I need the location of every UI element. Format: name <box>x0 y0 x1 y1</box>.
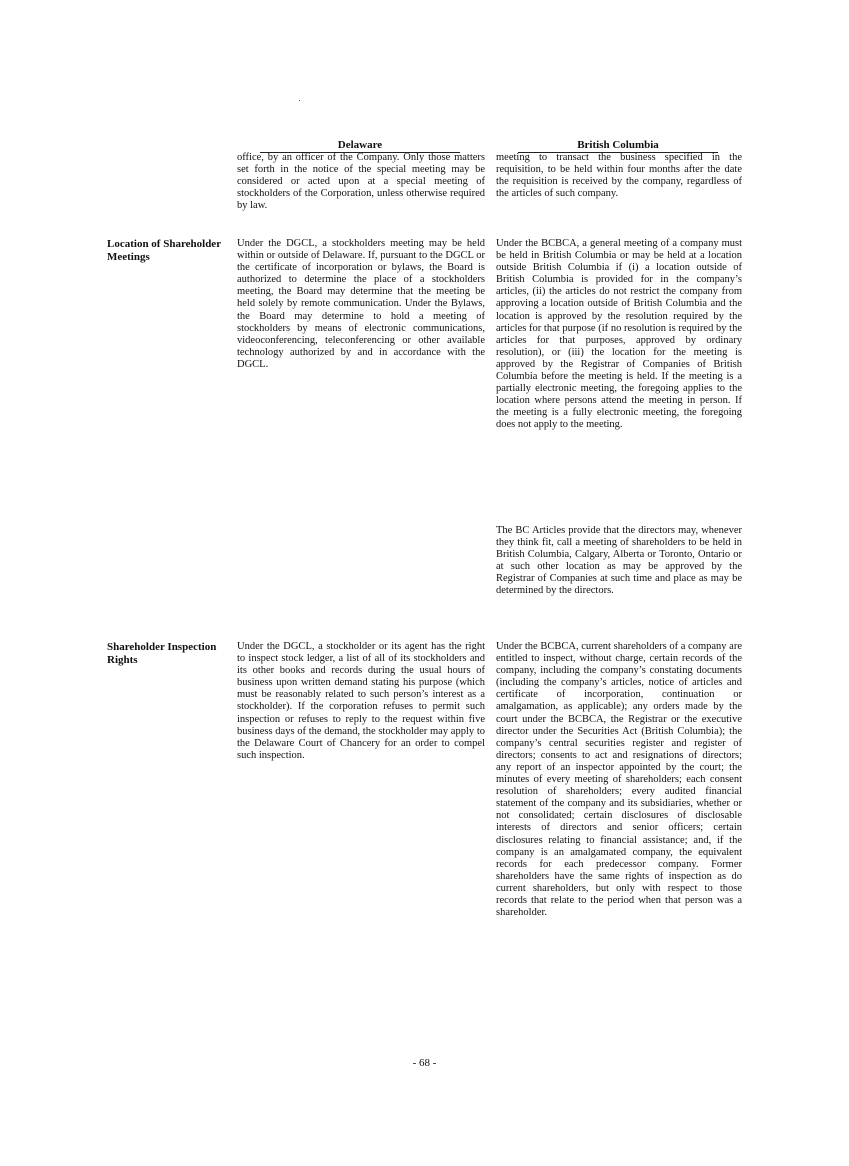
delaware-inspection-text: Under the DGCL, a stockholder or its agent has the right to inspect stock ledger, a list of all of its stockholders and its other books and records during the usual hours of business upon written demand stating his purpose (which must be reasonably related to such person’s interest as a stockholder). If the corporation refuses to permit such inspection or refuses to reply to the request within five business days of the demand, the stockholder may apply to the Delaware Court of Chancery for an order to compel such inspection. <box>237 641 485 761</box>
bc-continuation-text: meeting to transact the business specified in the requisition, to be held within four months after the date the requisition is received by the company, regardless of the articles of such company. <box>496 152 742 200</box>
column-header-british-columbia: British Columbia <box>518 139 718 153</box>
page-number: - 68 - <box>412 1057 437 1069</box>
row-label-inspection-rights: Shareholder Inspection Rights <box>107 641 217 666</box>
bc-inspection-text: Under the BCBCA, current shareholders of a company are entitled to inspect, without charge, certain records of the company, including the company’s constating documents (including the company’s articles, notice of articles and certificate of incorporation, continuation or amalgamation, as applicable); any orders made by the court under the BCBCA, the Registrar or the executive director under the Securities Act (British Columbia); the company’s central securities register and register of directors; consents to act and resignations of directors; any report of an inspector appointed by the court; the minutes of every meeting of shareholders; each consent resolution of shareholders; every audited financial statement of the company and its subsidiaries, whether or not consolidated; certain disclosures of disclosable interests of directors and senior officers; certain disclosures relating to financial assistance; and, if the company is an amalgamated company, the equivalent records for each predecessor company. Former shareholders have the same rights of inspection as do current shareholders, but only with respect to those records that relate to the period when that person was a shareholder. <box>496 641 742 919</box>
row-label-location-of-meetings: Location of Shareholder Meetings <box>107 238 221 263</box>
column-header-delaware: Delaware <box>260 139 460 153</box>
stray-mark <box>299 100 300 101</box>
bc-location-text-1: Under the BCBCA, a general meeting of a company must be held in British Columbia or may be held at a location outside British Columbia if (i) a location outside of British Columbia is provided for in the company’s articles, (ii) the articles do not restrict the company from approving a location outside of British Columbia and the location is approved by the resolution required by the articles for that purpose (if no resolution is required by the articles for that purposes, approved by ordinary resolution), or (iii) the location for the meeting is approved by the Registrar of Companies of British Columbia before the meeting is held. If the meeting is a partially electronic meeting, the foregoing applies to the location where persons attend the meeting in person. If the meeting is a fully electronic meeting, the foregoing does not apply to the meeting. <box>496 238 742 431</box>
delaware-location-text: Under the DGCL, a stockholders meeting may be held within or outside of Delaware. If, pursuant to the DGCL or the certificate of incorporation or bylaws, the Board is authorized to determine the place of a stockholders meeting, the Board may determine that the meeting be held solely by remote communication. Under the Bylaws, the Board may determine to hold a meeting of stockholders by means of electronic communications, videoconferencing, teleconferencing or other available technology authorized by and in accordance with the DGCL. <box>237 238 485 370</box>
delaware-continuation-text: office, by an officer of the Company. Only those matters set forth in the notice of the special meeting may be considered or acted upon at a special meeting of stockholders of the Corporation, unless otherwise required by law. <box>237 152 485 212</box>
bc-location-text-2: The BC Articles provide that the directors may, whenever they think fit, call a meeting of shareholders to be held in British Columbia, Calgary, Alberta or Toronto, Ontario or at such other location as may be approved by the Registrar of Companies at such time and place as may be determined by the directors. <box>496 525 742 597</box>
